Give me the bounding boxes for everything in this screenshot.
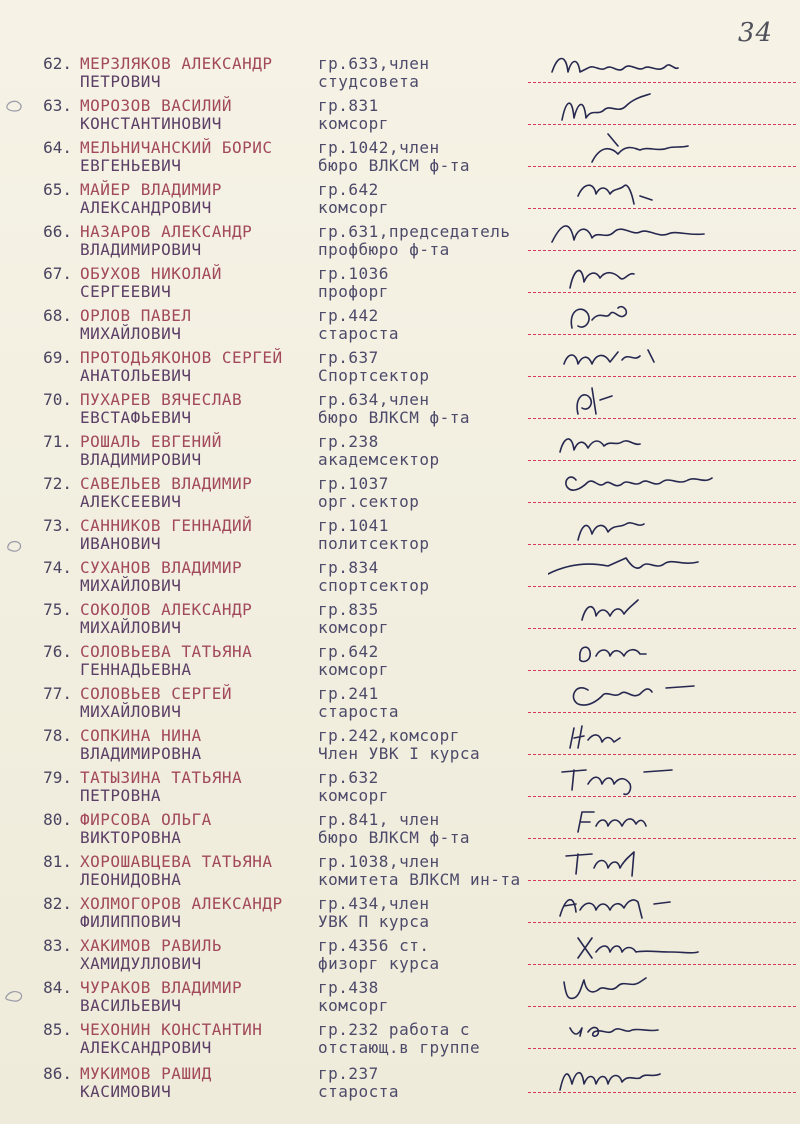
entry-group: гр.232 работа с [318,1020,470,1039]
signature [548,720,728,756]
list-entry [0,850,800,892]
entry-number: 83. [43,936,72,955]
list-entry [0,346,800,388]
list-entry [0,724,800,766]
entry-number: 66. [43,222,72,241]
entry-role: комсорг [318,198,389,217]
entry-surname-name: ФИРСОВА ОЛЬГА [80,810,212,829]
entry-group: гр.438 [318,978,379,997]
entry-surname-name: ОБУХОВ НИКОЛАЙ [80,264,222,283]
list-entry [0,934,800,976]
entry-number: 78. [43,726,72,745]
entry-group: гр.1041 [318,516,389,535]
entry-patronymic: ИВАНОВИЧ [80,534,162,553]
entry-role: староста [318,702,400,721]
entry-number: 64. [43,138,72,157]
entry-role: орг.сектор [318,492,420,511]
signature [548,510,728,546]
entry-group: гр.831 [318,96,379,115]
list-entry [0,94,800,136]
entry-surname-name: СОЛОВЬЕВ СЕРГЕЙ [80,684,232,703]
entry-patronymic: АЛЕКСАНДРОВИЧ [80,198,212,217]
entry-surname-name: СОКОЛОВ АЛЕКСАНДР [80,600,253,619]
signature [548,90,728,126]
signature [548,552,728,588]
entry-surname-name: СОПКИНА НИНА [80,726,202,745]
entry-number: 69. [43,348,72,367]
entry-number: 62. [43,54,72,73]
entry-number: 76. [43,642,72,661]
signature [548,1058,728,1094]
list-entry [0,220,800,262]
entry-role: бюро ВЛКСМ ф-та [318,408,470,427]
entry-group: гр.634,член [318,390,430,409]
entry-surname-name: ОРЛОВ ПАВЕЛ [80,306,192,325]
entry-patronymic: МИХАЙЛОВИЧ [80,618,182,637]
list-entry [0,682,800,724]
entry-number: 82. [43,894,72,913]
entry-surname-name: ХОЛМОГОРОВ АЛЕКСАНДР [80,894,283,913]
entry-group: гр.237 [318,1064,379,1083]
entry-patronymic: АЛЕКСАНДРОВИЧ [80,1038,212,1057]
entry-role: студсовета [318,72,420,91]
entry-surname-name: ХАКИМОВ РАВИЛЬ [80,936,222,955]
entry-patronymic: ВЛАДИМИРОВНА [80,744,202,763]
signature [548,804,728,840]
entry-group: гр.1037 [318,474,389,493]
list-entry [0,472,800,514]
entry-surname-name: РОШАЛЬ ЕВГЕНИЙ [80,432,222,451]
signature [548,258,728,294]
entry-patronymic: ВЛАДИМИРОВИЧ [80,240,202,259]
entry-patronymic: КАСИМОВИЧ [80,1082,172,1101]
entry-number: 84. [43,978,72,997]
entry-role: бюро ВЛКСМ ф-та [318,156,470,175]
signature [548,846,728,882]
signature [548,426,728,462]
entry-group: гр.642 [318,642,379,661]
entry-group: гр.434,член [318,894,430,913]
entry-patronymic: ВАСИЛЬЕВИЧ [80,996,182,1015]
signature [548,342,728,378]
list-entry [0,304,800,346]
list-entry [0,52,800,94]
entry-patronymic: МИХАЙЛОВИЧ [80,702,182,721]
entry-role: Спортсектор [318,366,430,385]
entry-surname-name: СОЛОВЬЕВА ТАТЬЯНА [80,642,253,661]
signature [548,216,728,252]
entry-patronymic: ВЛАДИМИРОВИЧ [80,450,202,469]
entry-number: 72. [43,474,72,493]
entry-number: 77. [43,684,72,703]
entry-number: 75. [43,600,72,619]
list-entry [0,892,800,934]
entry-role: комсорг [318,618,389,637]
entry-group: гр.633,член [318,54,430,73]
entry-role: комсорг [318,786,389,805]
entry-role: УВК П курса [318,912,430,931]
list-entry [0,136,800,178]
entry-patronymic: ЕВСТАФЬЕВИЧ [80,408,192,427]
entry-number: 67. [43,264,72,283]
entry-group: гр.4356 ст. [318,936,430,955]
entry-patronymic: АНАТОЛЬЕВИЧ [80,366,192,385]
signature [548,762,728,798]
entry-surname-name: НАЗАРОВ АЛЕКСАНДР [80,222,253,241]
entry-number: 70. [43,390,72,409]
entry-surname-name: МОРОЗОВ ВАСИЛИЙ [80,96,232,115]
entry-role: политсектор [318,534,430,553]
entry-group: гр.631,председатель [318,222,511,241]
entry-number: 73. [43,516,72,535]
entry-surname-name: МАЙЕР ВЛАДИМИР [80,180,222,199]
entry-surname-name: ТАТЫЗИНА ТАТЬЯНА [80,768,243,787]
entry-role: комсорг [318,114,389,133]
list-entry [0,808,800,850]
entry-surname-name: САННИКОВ ГЕННАДИЙ [80,516,253,535]
entry-surname-name: ПУХАРЕВ ВЯЧЕСЛАВ [80,390,243,409]
entry-surname-name: МЕРЗЛЯКОВ АЛЕКСАНДР [80,54,273,73]
list-entry [0,178,800,220]
entry-group: гр.1042,член [318,138,440,157]
entry-role: физорг курса [318,954,440,973]
list-entry [0,262,800,304]
entry-number: 74. [43,558,72,577]
list-entry [0,430,800,472]
entry-surname-name: ПРОТОДЬЯКОНОВ СЕРГЕЙ [80,348,283,367]
entry-group: гр.637 [318,348,379,367]
entry-patronymic: МИХАЙЛОВИЧ [80,324,182,343]
signature [548,384,728,420]
list-entry [0,556,800,598]
entry-patronymic: ВИКТОРОВНА [80,828,182,847]
entry-group: гр.834 [318,558,379,577]
entry-role: отстающ.в группе [318,1038,481,1057]
entry-number: 68. [43,306,72,325]
entry-patronymic: ПЕТРОВНА [80,786,162,805]
entry-patronymic: ФИЛИППОВИЧ [80,912,182,931]
entry-patronymic: МИХАЙЛОВИЧ [80,576,182,595]
entry-surname-name: МЕЛЬНИЧАНСКИЙ БОРИС [80,138,273,157]
entry-surname-name: САВЕЛЬЕВ ВЛАДИМИР [80,474,253,493]
signature [548,468,728,504]
entry-role: академсектор [318,450,440,469]
entry-role: Член УВК I курса [318,744,481,763]
entry-number: 63. [43,96,72,115]
entry-group: гр.835 [318,600,379,619]
entry-role: староста [318,324,400,343]
entry-group: гр.242,комсорг [318,726,460,745]
entry-role: комсорг [318,996,389,1015]
entry-group: гр.642 [318,180,379,199]
entry-group: гр.1036 [318,264,389,283]
list-entry [0,766,800,808]
entry-patronymic: СЕРГЕЕВИЧ [80,282,172,301]
signature [548,1014,728,1050]
entry-role: комсорг [318,660,389,679]
entry-group: гр.632 [318,768,379,787]
entry-group: гр.442 [318,306,379,325]
list-entry [0,976,800,1018]
entry-patronymic: АЛЕКСЕЕВИЧ [80,492,182,511]
signature [548,678,728,714]
entry-number: 80. [43,810,72,829]
entry-group: гр.841, член [318,810,440,829]
entry-patronymic: ХАМИДУЛЛОВИЧ [80,954,202,973]
entry-patronymic: ЕВГЕНЬЕВИЧ [80,156,182,175]
entry-number: 86. [43,1064,72,1083]
entry-patronymic: ГЕННАДЬЕВНА [80,660,192,679]
entry-number: 65. [43,180,72,199]
signature [548,594,728,630]
signature [548,174,728,210]
entry-number: 81. [43,852,72,871]
list-entry [0,640,800,682]
entry-number: 79. [43,768,72,787]
entry-patronymic: КОНСТАНТИНОВИЧ [80,114,222,133]
list-entry [0,514,800,556]
entry-number: 85. [43,1020,72,1039]
entry-group: гр.238 [318,432,379,451]
entry-surname-name: ЧЕХОНИН КОНСТАНТИН [80,1020,263,1039]
entry-surname-name: МУКИМОВ РАШИД [80,1064,212,1083]
entry-surname-name: СУХАНОВ ВЛАДИМИР [80,558,243,577]
entry-patronymic: ПЕТРОВИЧ [80,72,162,91]
entry-surname-name: ХОРОШАВЦЕВА ТАТЬЯНА [80,852,273,871]
list-entry [0,598,800,640]
entry-role: бюро ВЛКСМ ф-та [318,828,470,847]
entry-role: спортсектор [318,576,430,595]
signature [548,48,728,84]
list-entry [0,1018,800,1060]
signature [548,636,728,672]
signature [548,888,728,924]
entry-role: староста [318,1082,400,1101]
signature [548,132,728,168]
entry-surname-name: ЧУРАКОВ ВЛАДИМИР [80,978,243,997]
list-entry [0,1062,800,1104]
entry-role: комитета ВЛКСМ ин-та [318,870,521,889]
entry-patronymic: ЛЕОНИДОВНА [80,870,182,889]
entry-role: профбюро ф-та [318,240,450,259]
list-entry [0,388,800,430]
page-number: 34 [738,18,774,48]
entry-number: 71. [43,432,72,451]
signature [548,930,728,966]
entry-role: профорг [318,282,389,301]
entry-group: гр.241 [318,684,379,703]
entry-group: гр.1038,член [318,852,440,871]
signature [548,300,728,336]
signature [548,972,728,1008]
